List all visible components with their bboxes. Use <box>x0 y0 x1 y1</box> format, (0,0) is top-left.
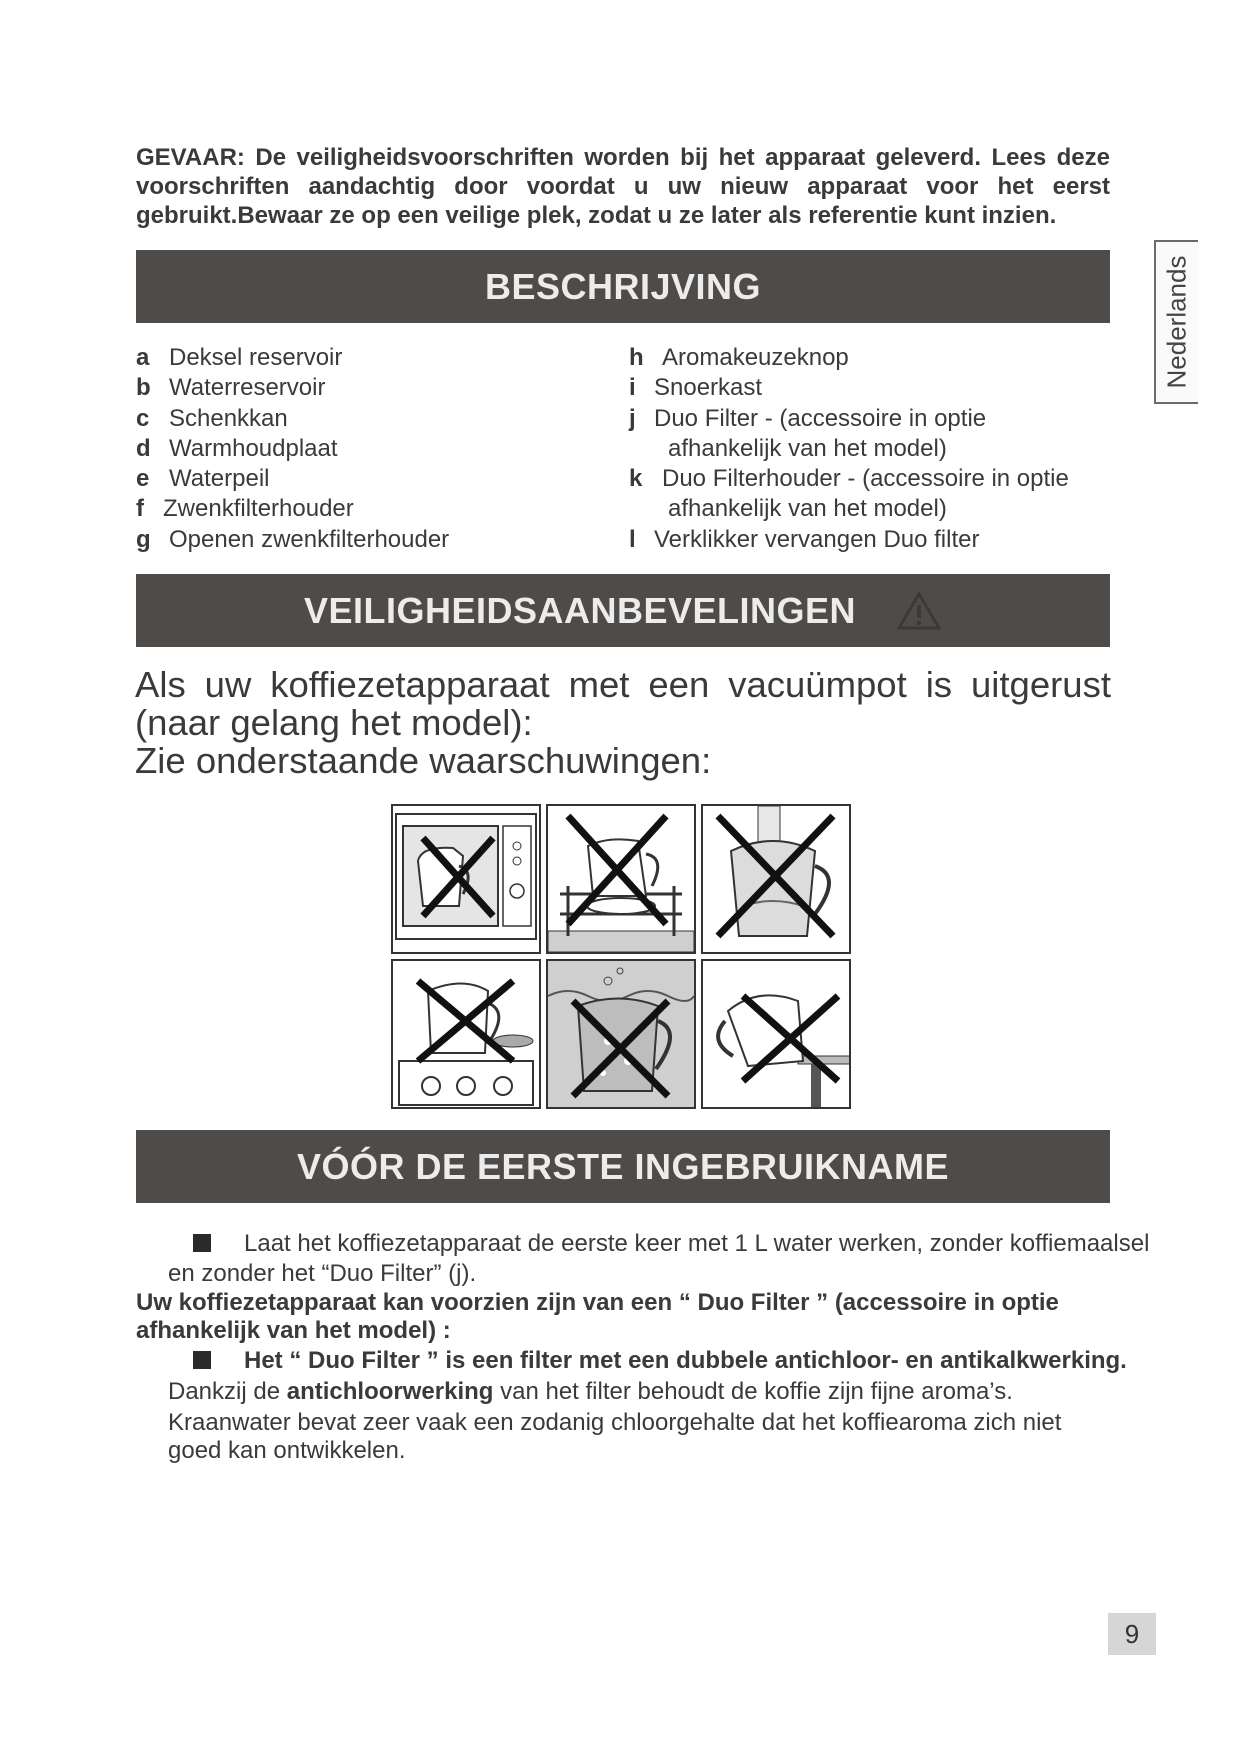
illustration-hot-water <box>701 804 851 954</box>
warning-line: Als uw koffiezetapparaat met een vacuümpot is uitgerust <box>135 664 1111 705</box>
illustration-dishwasher <box>546 959 696 1109</box>
section-header-description <box>136 250 1110 323</box>
section-title: VEILIGHEIDSAANBEVELINGEN <box>303 589 857 631</box>
warning-line: (naar gelang het model): <box>135 702 533 743</box>
section-header-safety <box>136 574 1110 647</box>
parts-list-left <box>136 343 449 555</box>
list-item-continuation: afhankelijk van het model) <box>668 495 947 523</box>
page-number: 9 <box>1108 1613 1156 1655</box>
tap-water-paragraph: Kraanwater bevat zeer vaak een zodanig chloorgehalte dat het koffiearoma zich niet goed kan ontwikkelen. <box>168 1409 1062 1464</box>
list-item: f Zwenkfilterhouder <box>136 495 354 523</box>
illustration-gas-burner <box>546 804 696 954</box>
language-tab-label: Nederlands <box>1161 255 1192 389</box>
first-use-instruction-cont: en zonder het “Duo Filter” (j). <box>168 1260 477 1287</box>
list-item: a Deksel reservoir <box>136 344 343 371</box>
list-item: j Duo Filter - (accessoire in optie <box>629 404 987 432</box>
first-use-instruction: Laat het koffiezetapparaat de eerste keer met 1 L water werken, zonder koffiemaalsel <box>244 1230 1150 1257</box>
duo-filter-intro: Uw koffiezetapparaat kan voorzien zijn van een “ Duo Filter ” (accessoire in optie afhankelijk van het model) : <box>136 1289 1059 1344</box>
parts-list-right <box>629 343 1069 555</box>
antichlorine-paragraph: Dankzij de antichloorwerking van het filter behoudt de koffie zijn fijne aroma’s. <box>168 1378 1013 1405</box>
section-header-first-use <box>136 1130 1110 1203</box>
list-item: l Verklikker vervangen Duo filter <box>629 525 980 553</box>
warning-line: Zie onderstaande waarschuwingen: <box>135 740 712 781</box>
warning-triangle-icon <box>896 591 942 631</box>
illustration-electric-hob <box>391 959 541 1109</box>
danger-intro: GEVAAR: De veiligheidsvoorschriften worden bij het apparaat geleverd. Lees deze voorschriften aandachtig door voordat u uw nieuw apparaat voor het eerst gebruikt.Bewaar ze op een veilige plek, zodat u ze later als referentie kunt inzien. <box>136 144 1110 229</box>
list-item: h Aromakeuzeknop <box>629 344 849 371</box>
list-item: k Duo Filterhouder - (accessoire in optie <box>629 465 1069 493</box>
bullet-square-icon <box>193 1234 211 1252</box>
section-title: VÓÓR DE EERSTE INGEBRUIKNAME <box>296 1145 950 1187</box>
list-item: e Waterpeil <box>136 465 270 493</box>
list-item: i Snoerkast <box>629 374 763 402</box>
list-item: g Openen zwenkfilterhouder <box>136 525 450 553</box>
list-item-continuation: afhankelijk van het model) <box>668 434 947 462</box>
duo-filter-description: Het “ Duo Filter ” is een filter met een dubbele antichloor- en antikalkwerking. <box>244 1347 1127 1374</box>
warning-illustrations <box>391 804 853 1115</box>
illustration-microwave <box>391 804 541 954</box>
section-title: BESCHRIJVING <box>484 265 762 307</box>
illustration-table-edge <box>701 959 851 1109</box>
vacuum-pot-warning <box>135 666 1111 780</box>
language-tab <box>1154 240 1198 404</box>
list-item: d Warmhoudplaat <box>136 434 338 462</box>
list-item: c Schenkkan <box>136 404 288 432</box>
bullet-square-icon <box>193 1351 211 1369</box>
list-item: b Waterreservoir <box>136 374 326 402</box>
